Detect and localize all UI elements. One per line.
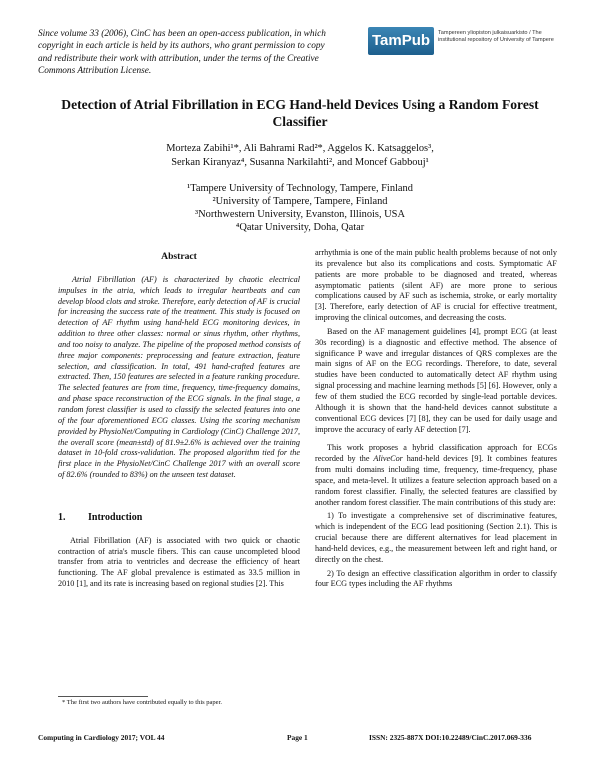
affiliation-2: ²University of Tampere, Tampere, Finland	[212, 196, 388, 207]
left-column	[58, 248, 300, 593]
affiliation-3: ³Northwestern University, Evanston, Illinois, USA	[195, 209, 405, 220]
footnote: * The first two authors have contributed equally to this paper.	[62, 699, 222, 706]
p3-text-a: This work proposes a hybrid classification approach for ECGs recorded by the	[315, 443, 557, 464]
author-line-2: Serkan Kiranyaz⁴, Susanna Narkilahti², and Moncef Gabbouj¹	[171, 157, 429, 168]
footnote-divider	[58, 696, 148, 697]
abstract-heading: Abstract	[161, 251, 197, 262]
section-title: Introduction	[88, 511, 143, 523]
section-heading-introduction	[58, 513, 300, 524]
tampub-logo	[368, 27, 568, 55]
right-paragraph-1: arrhythmia is one of the main public health problems because of not only its prevalence but also its complications and costs. Symptomatic AF patients are more probable to be diagnosed and treated, whereas asymptomatic patients (silent AF) are more prone to serious complications caused by AF such as ischemia, stroke, or early mortality [3]. Therefore, early detection of AF is crucial for effective treatment, improving the clinical outcomes, and decreasing the costs.	[315, 248, 557, 323]
footer-page-number: Page 1	[287, 733, 308, 742]
intro-paragraph-1: Atrial Fibrillation (AF) is associated with two quick or chaotic contraction of atria's muscle fibers. This can cause uncompleted blood transfer from atria to ventricles and decrease the efficiency of heart functioning. The AF global prevalence is estimated as 33.5 million in 2010 [1], and its rate is increasing based on regional studies [2]. This	[58, 535, 300, 589]
p3-device-name: AliveCor	[373, 454, 403, 464]
contribution-2: 2) To design an effective classification algorithm in order to classify four ECG types including the AF rhythms	[315, 568, 557, 589]
right-column	[315, 248, 557, 593]
license-note: Since volume 33 (2006), CinC has been an open-access publication, in which copyright in each article is held by its authors, who grant permission to copy and redistribute their work with attribution, under the terms of the Creative Commons Attribution License.	[38, 29, 326, 77]
tampub-logo-tagline: Tampereen yliopiston julkaisuarkisto / The institutional repository of University of Tampere	[438, 30, 554, 44]
p3-text-b: hand-held devices [9]. It combines features from multi domains including time, frequency, time-frequency, phase space, and meta-level. It utilizes a feature selection approach based on a random forest classifier. Finally, the selected features are classified by another random forest classifier. The main contributions of this study are:	[315, 454, 557, 507]
footer-journal: Computing in Cardiology 2017; VOL 44	[38, 733, 165, 742]
section-number: 1.	[58, 511, 66, 523]
affiliation-4: ⁴Qatar University, Doha, Qatar	[235, 222, 365, 233]
abstract-text: Atrial Fibrillation (AF) is characterized by chaotic electrical impulses in the atria, which leads to irregular heartbeats and can develop blood clots and stroke. Therefore, early detection of AF is crucial for increasing the success rate of the treatment. This study is focused on detection of AF rhythm using hand-held ECG monitoring devices, in addition to three other classes: normal or sinus rhythm, other rhythms, and too noisy to analyze. The pipeline of the proposed method consists of three major components: preprocessing and feature extraction, feature selection, and classification. In total, 491 hand-crafted features are extracted. Then, 150 features are selected in a feature ranking procedure. The selected features are from time, frequency, time-frequency domains, and phase space reconstruction of the ECG signals. In the final stage, a random forest classifier is used to classify the selected features into one of the four aforementioned ECG classes. Using the scoring mechanism provided by PhysioNet/Computing in Cardiology (CinC) Challenge 2017, the overall score (mean±std) of 81.9±2.6% is achieved over the training dataset in 10-fold cross-validation. The proposed algorithm tied for the first place in the PhysioNet/CinC Challenge 2017 with an overall score of 82.6% (rounded to 83%) on the unseen test dataset.	[58, 274, 300, 480]
paper-title: Detection of Atrial Fibrillation in ECG Hand-held Devices Using a Random Forest Classifier	[61, 97, 539, 129]
tampub-logo-mark: TamPub	[368, 27, 434, 55]
affiliation-1: ¹Tampere University of Technology, Tampere, Finland	[187, 183, 413, 194]
author-list	[60, 142, 540, 170]
author-line-1: Morteza Zabihi¹*, Ali Bahrami Rad²*, Aggelos K. Katsaggelos³,	[166, 143, 434, 154]
footer-issn-doi: ISSN: 2325-887X DOI:10.22489/CinC.2017.069-336	[369, 733, 532, 742]
right-paragraph-3	[315, 443, 557, 508]
contribution-1: 1) To investigate a comprehensive set of discriminative features, which is independent of the ECG lead positioning (Section 2.1). This is crucial because there are different alternatives for lead placement in hand-held devices, e.g., the measurement between left and right hand, or directly on the chest.	[315, 511, 557, 564]
right-paragraph-2: Based on the AF management guidelines [4], prompt ECG (at least 30s recording) is a diagnostic and effective method. The absence of significance P wave and irregular distances of QRS complexes are the main signs of AF on the ECG recordings. Therefore, to date, several studies have been conducted to automatically detect AF rhythm using signal processing and machine learning methods [5] [6]. However, only a few of them studied the ECG recorded by single-lead portable devices. Although it is shown that the hand-held devices cannot substitute a conventional ECG devices [7] [8], they can be used for daily usage and improve the accuracy of early AF detection [7].	[315, 326, 557, 434]
affiliation-list	[100, 182, 500, 234]
